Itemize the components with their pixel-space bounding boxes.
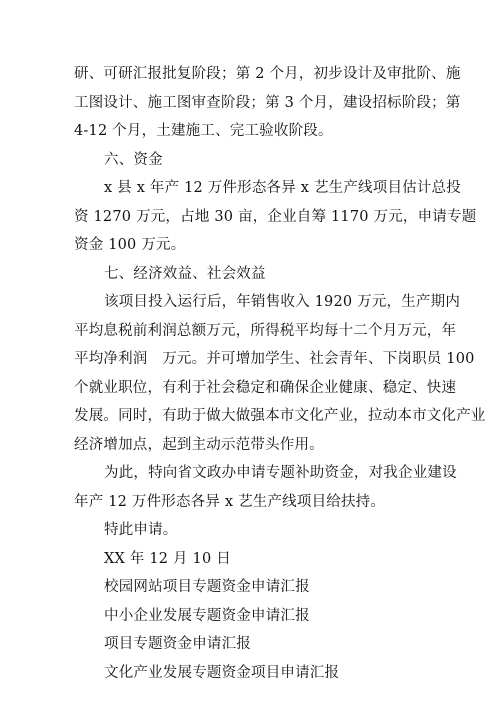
paragraph-benefits-line-1: 该项目投入运行后，年销售收入 1920 万元，生产期内 [104, 294, 461, 310]
related-title-sme-development: 中小企业发展专题资金申请汇报 [104, 608, 310, 624]
section-heading-benefits: 七、经济效益、社会效益 [104, 266, 266, 282]
related-title-cultural-industry: 文化产业发展专题资金项目申请汇报 [104, 665, 340, 681]
paragraph-benefits-line-5: 发展。同时，有助于做大做强本市文化产业，拉动本市文化产业 [74, 408, 486, 424]
paragraph-funding-line-3: 资金 100 万元。 [74, 237, 186, 253]
related-title-campus-website: 校园网站项目专题资金申请汇报 [104, 579, 310, 595]
paragraph-request-line-2: 年产 12 万件形态各异 x 艺生产线项目给扶持。 [74, 494, 386, 510]
paragraph-benefits-line-2: 平均息税前利润总额万元，所得税平均每十二个月万元，年 [74, 323, 457, 339]
paragraph-funding-line-2: 资 1270 万元，占地 30 亩，企业自筹 1170 万元，申请专题 [74, 209, 477, 225]
paragraph-benefits-line-6: 经济增加点，起到主动示范带头作用。 [74, 437, 324, 453]
paragraph-benefits-line-3: 平均净利润 万元。并可增加学生、社会青年、下岗职员 100 [74, 351, 475, 367]
section-heading-funding: 六、资金 [104, 152, 163, 168]
paragraph-schedule-line-2: 工图设计、施工图审查阶段；第 3 个月，建设招标阶段；第 [74, 95, 461, 111]
paragraph-request-line-1: 为此，特向省文政办申请专题补助资金，对我企业建设 [104, 465, 457, 481]
closing-phrase: 特此申请。 [104, 522, 178, 538]
paragraph-schedule-line-3: 4-12 个月，土建施工、完工验收阶段。 [74, 123, 333, 139]
paragraph-schedule-line-1: 研、可研汇报批复阶段；第 2 个月，初步设计及审批阶、施 [74, 66, 461, 82]
document-date: XX 年 12 月 10 日 [104, 551, 231, 567]
paragraph-benefits-line-4: 个就业职位，有利于社会稳定和确保企业健康、稳定、快速 [74, 380, 457, 396]
related-title-project-funding: 项目专题资金申请汇报 [104, 636, 251, 652]
paragraph-funding-line-1: x 县 x 年产 12 万件形态各异 x 艺生产线项目估计总投 [104, 180, 461, 196]
